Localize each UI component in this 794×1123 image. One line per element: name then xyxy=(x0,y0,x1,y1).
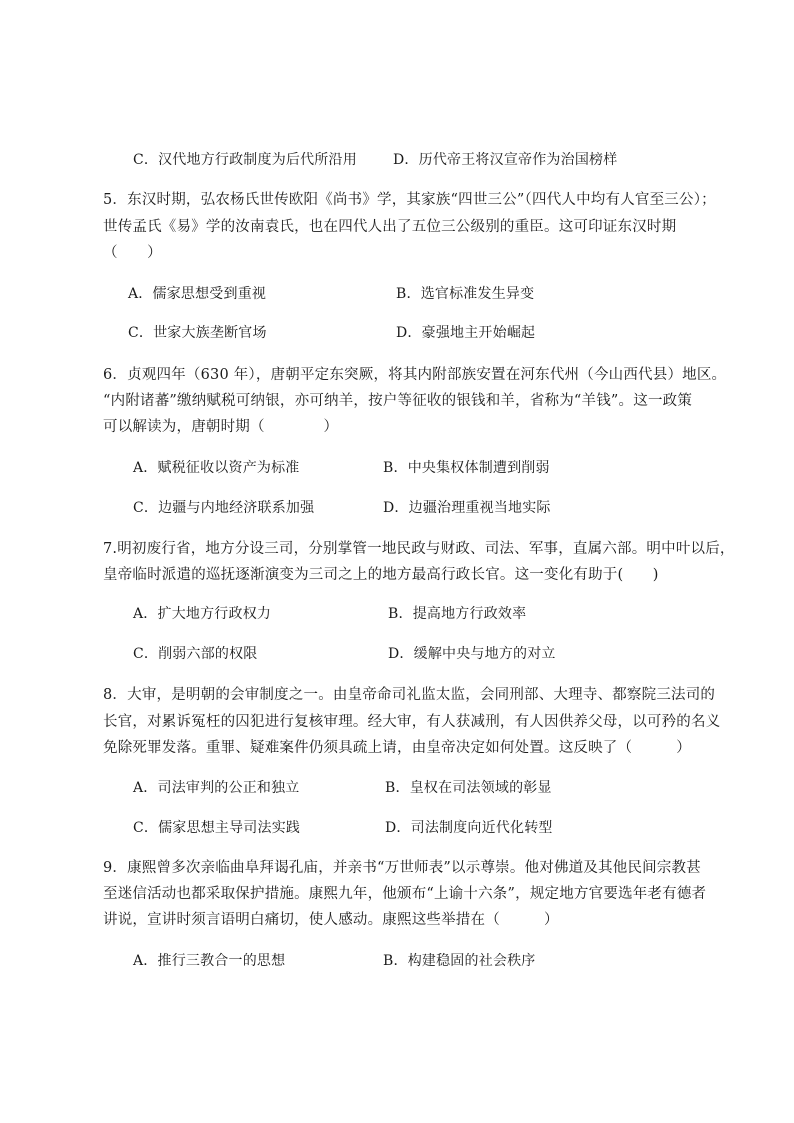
q5-stem-line-2: 世传孟氏《易》学的汝南袁氏，也在四代人出了五位三公级别的重臣。这可印证东汉时期 xyxy=(103,219,677,235)
q7-option-a: A．扩大地方行政权力 xyxy=(133,606,272,622)
q9-stem-line-1: 9．康熙曾多次亲临曲阜拜谒孔庙，并亲书“万世师表”以示尊崇。他对佛道及其他民间宗教甚 xyxy=(103,860,701,876)
q5-option-b: B．选官标准发生异变 xyxy=(396,286,535,302)
q8-stem-line-3: 免除死罪发落。重罪、疑难案件仍须具疏上请，由皇帝决定如何处置。这反映了（ ） xyxy=(103,740,691,756)
q5-stem-line-3: （ ） xyxy=(103,245,162,261)
q4-option-c: C．汉代地方行政制度为后代所沿用 xyxy=(133,152,357,168)
q5-option-c: C．世家大族垄断官场 xyxy=(128,325,267,341)
q9-option-a: A．推行三教合一的思想 xyxy=(133,953,286,969)
q7-stem-line-2: 皇帝临时派遣的巡抚逐渐演变为三司之上的地方最高行政长官。这一变化有助于( ) xyxy=(103,567,659,583)
q9-stem-line-3: 讲说，宣讲时须言语明白痛切，使人感动。康熙这些举措在（ ） xyxy=(103,912,559,928)
q9-option-b: B．构建稳固的社会秩序 xyxy=(383,953,536,969)
q8-option-c: C．儒家思想主导司法实践 xyxy=(133,820,301,836)
q6-option-b: B．中央集权体制遭到削弱 xyxy=(383,460,550,476)
q8-stem-line-2: 长官，对累诉冤枉的囚犯进行复核审理。经大审，有人获减刑，有人因供养父母，以可矜的名义 xyxy=(103,714,721,730)
q8-option-a: A．司法审判的公正和独立 xyxy=(133,780,300,796)
q7-option-b: B．提高地方行政效率 xyxy=(388,606,527,622)
q6-stem-line-1: 6．贞观四年（630 年），唐朝平定东突厥，将其内附部族安置在河东代州（今山西代县）地区。 xyxy=(103,367,727,383)
q9-stem-line-2: 至迷信活动也都采取保护措施。康熙九年，他颁布“上谕十六条”，规定地方官要选年老有德者 xyxy=(103,886,707,902)
q7-stem-line-1: 7.明初废行省，地方分设三司，分别掌管一地民政与财政、司法、军事，直属六部。明中叶以后， xyxy=(103,541,735,557)
q8-option-b: B．皇权在司法领域的彰显 xyxy=(385,780,552,796)
q6-stem-line-3: 可以解读为，唐朝时期（ ） xyxy=(103,419,339,435)
q4-option-d: D．历代帝王将汉宣帝作为治国榜样 xyxy=(393,152,618,168)
q7-option-d: D．缓解中央与地方的对立 xyxy=(388,646,556,662)
q6-option-d: D．边疆治理重视当地实际 xyxy=(383,500,551,516)
q5-option-d: D．豪强地主开始崛起 xyxy=(396,325,536,341)
q6-option-a: A．赋税征收以资产为标准 xyxy=(133,460,300,476)
q8-option-d: D．司法制度向近代化转型 xyxy=(385,820,553,836)
q6-option-c: C．边疆与内地经济联系加强 xyxy=(133,500,315,516)
q7-option-c: C．削弱六部的权限 xyxy=(133,646,258,662)
q5-stem-line-1: 5．东汉时期，弘农杨氏世传欧阳《尚书》学，其家族“四世三公”（四代人中均有人官至三公）； xyxy=(103,192,716,208)
q5-option-a: A．儒家思想受到重视 xyxy=(128,286,267,302)
q6-stem-line-2: “内附诸蕃”缴纳赋税可纳银，亦可纳羊，按户等征收的银钱和羊，省称为“羊钱”。这一政策 xyxy=(103,393,693,409)
q8-stem-line-1: 8．大审，是明朝的会审制度之一。由皇帝命司礼监太监，会同刑部、大理寺、都察院三法司的 xyxy=(103,687,716,703)
